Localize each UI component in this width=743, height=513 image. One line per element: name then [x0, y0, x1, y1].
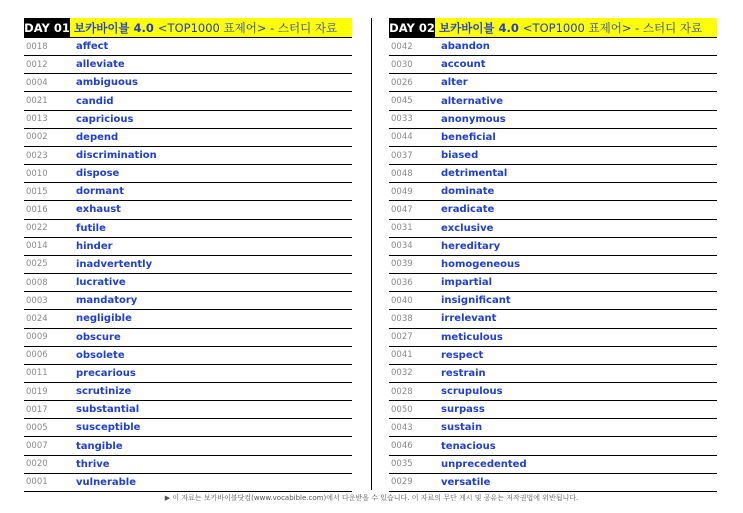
word-row: [24, 111, 352, 129]
vocab-word: eradicate: [441, 204, 495, 216]
vocab-word: dormant: [76, 186, 125, 198]
vocab-word: anonymous: [441, 113, 506, 125]
word-row: [24, 201, 352, 219]
word-row: [389, 274, 717, 292]
word-number: 0043: [391, 422, 413, 433]
day-01-panel: [24, 18, 352, 492]
word-row: [24, 183, 352, 201]
word-number: 0019: [26, 386, 48, 397]
word-row: [24, 456, 352, 474]
word-number: 0026: [391, 77, 413, 88]
word-row: [389, 38, 717, 56]
word-row: [389, 238, 717, 256]
vocab-word: exclusive: [441, 222, 494, 234]
word-row: [389, 437, 717, 455]
vocab-word: inadvertently: [76, 258, 153, 270]
word-row: [24, 437, 352, 455]
word-list: [24, 38, 352, 492]
word-number: 0039: [391, 259, 413, 270]
word-number: 0050: [391, 404, 413, 415]
word-number: 0023: [26, 150, 48, 161]
vocab-word: alternative: [441, 95, 504, 107]
word-number: 0004: [26, 77, 48, 88]
word-row: [389, 111, 717, 129]
vocab-word: depend: [76, 131, 119, 143]
vocab-word: affect: [76, 41, 109, 53]
vocab-word: dominate: [441, 186, 495, 198]
word-row: [389, 419, 717, 437]
word-row: [24, 74, 352, 92]
column-divider: [371, 18, 372, 490]
vocab-word: negligible: [76, 313, 132, 325]
word-row: [389, 310, 717, 328]
vocab-word: susceptible: [76, 422, 141, 434]
word-number: 0045: [391, 96, 413, 107]
word-number: 0028: [391, 386, 413, 397]
word-row: [389, 456, 717, 474]
word-number: 0008: [26, 277, 48, 288]
word-row: [389, 74, 717, 92]
word-row: [389, 347, 717, 365]
word-row: [24, 383, 352, 401]
brand-title: 보카바이블 4.0: [439, 20, 519, 35]
word-row: [389, 129, 717, 147]
word-row: [389, 383, 717, 401]
word-number: 0018: [26, 41, 48, 52]
vocab-word: surpass: [441, 404, 485, 416]
copyright-footer: ▶ 이 자료는 보카바이블닷컴(www.vocabible.com)에서 다운받을 수 있습니다. 이 자료의 무단 게시 및 공유는 저작권법에 위반됩니다.: [164, 494, 579, 502]
word-row: [24, 238, 352, 256]
word-number: 0036: [391, 277, 413, 288]
word-number: 0021: [26, 96, 48, 107]
vocab-word: insignificant: [441, 295, 511, 307]
vocab-word: detrimental: [441, 168, 508, 180]
vocab-word: exhaust: [76, 204, 121, 216]
word-number: 0013: [26, 114, 48, 125]
word-row: [24, 129, 352, 147]
vocab-word: restrain: [441, 367, 486, 379]
word-number: 0027: [391, 332, 413, 343]
vocab-word: candid: [76, 95, 114, 107]
vocab-word: obsolete: [76, 349, 125, 361]
vocab-word: biased: [441, 150, 479, 162]
vocab-word: hinder: [76, 240, 113, 252]
word-row: [24, 310, 352, 328]
vocab-word: impartial: [441, 277, 493, 289]
word-row: [24, 56, 352, 74]
vocab-word: account: [441, 59, 486, 71]
panel-header: [24, 18, 352, 37]
brand-title: 보카바이블 4.0: [74, 20, 154, 35]
word-row: [389, 220, 717, 238]
word-number: 0012: [26, 59, 48, 70]
vocab-word: respect: [441, 349, 484, 361]
vocab-word: futile: [76, 222, 106, 234]
word-number: 0011: [26, 368, 48, 379]
word-number: 0033: [391, 114, 413, 125]
vocab-word: vulnerable: [76, 476, 137, 488]
vocab-word: irrelevant: [441, 313, 497, 325]
vocab-word: substantial: [76, 404, 140, 416]
vocab-word: alleviate: [76, 59, 125, 71]
vocab-word: mandatory: [76, 295, 138, 307]
word-number: 0022: [26, 223, 48, 234]
word-number: 0005: [26, 422, 48, 433]
vocab-word: homogeneous: [441, 258, 521, 270]
word-number: 0009: [26, 332, 48, 343]
word-number: 0048: [391, 168, 413, 179]
word-row: [24, 365, 352, 383]
vocab-word: discrimination: [76, 150, 157, 162]
vocab-word: ambiguous: [76, 77, 138, 89]
word-row: [389, 165, 717, 183]
word-row: [24, 292, 352, 310]
vocab-word: scrutinize: [76, 386, 132, 398]
word-number: 0017: [26, 404, 48, 415]
word-row: [389, 256, 717, 274]
vocab-word: abandon: [441, 41, 490, 53]
word-number: 0038: [391, 313, 413, 324]
day-02-panel: [389, 18, 717, 492]
word-number: 0032: [391, 368, 413, 379]
day-badge: DAY 02: [389, 18, 435, 37]
word-row: [24, 274, 352, 292]
word-number: 0002: [26, 132, 48, 143]
vocab-word: dispose: [76, 168, 120, 180]
word-row: [389, 56, 717, 74]
word-number: 0024: [26, 313, 48, 324]
word-row: [24, 256, 352, 274]
word-number: 0047: [391, 204, 413, 215]
vocab-word: tenacious: [441, 440, 496, 452]
subtitle: <TOP1000 표제어> - 스터디 자료: [522, 20, 703, 35]
title-bar: [70, 18, 352, 37]
word-row: [24, 38, 352, 56]
word-number: 0010: [26, 168, 48, 179]
word-number: 0044: [391, 132, 413, 143]
panel-header: [389, 18, 717, 37]
word-number: 0016: [26, 204, 48, 215]
word-number: 0031: [391, 223, 413, 234]
vocab-word: unprecedented: [441, 458, 527, 470]
word-list: [389, 38, 717, 492]
word-row: [389, 92, 717, 110]
word-row: [389, 147, 717, 165]
word-row: [24, 401, 352, 419]
word-number: 0042: [391, 41, 413, 52]
word-number: 0035: [391, 459, 413, 470]
word-number: 0001: [26, 477, 48, 488]
word-row: [24, 419, 352, 437]
word-number: 0020: [26, 459, 48, 470]
vocab-word: alter: [441, 77, 468, 89]
word-number: 0041: [391, 350, 413, 361]
word-row: [389, 365, 717, 383]
word-row: [389, 329, 717, 347]
vocab-word: precarious: [76, 367, 136, 379]
word-number: 0025: [26, 259, 48, 270]
word-number: 0014: [26, 241, 48, 252]
word-row: [389, 201, 717, 219]
word-number: 0007: [26, 441, 48, 452]
word-row: [24, 147, 352, 165]
word-row: [389, 292, 717, 310]
vocab-word: tangible: [76, 440, 123, 452]
vocab-word: lucrative: [76, 277, 126, 289]
vocab-word: versatile: [441, 476, 491, 488]
vocab-word: meticulous: [441, 331, 503, 343]
word-row: [24, 329, 352, 347]
word-number: 0006: [26, 350, 48, 361]
word-number: 0034: [391, 241, 413, 252]
word-row: [24, 347, 352, 365]
word-number: 0015: [26, 186, 48, 197]
word-number: 0040: [391, 295, 413, 306]
vocab-word: sustain: [441, 422, 483, 434]
word-number: 0037: [391, 150, 413, 161]
vocab-word: scrupulous: [441, 386, 503, 398]
vocab-word: hereditary: [441, 240, 501, 252]
day-badge: DAY 01: [24, 18, 70, 37]
vocab-word: beneficial: [441, 131, 496, 143]
word-number: 0049: [391, 186, 413, 197]
word-number: 0003: [26, 295, 48, 306]
word-row: [24, 165, 352, 183]
word-row: [24, 220, 352, 238]
vocab-word: obscure: [76, 331, 121, 343]
word-row: [24, 92, 352, 110]
word-row: [389, 183, 717, 201]
word-row: [389, 401, 717, 419]
vocab-word: thrive: [76, 458, 110, 470]
word-row: [24, 474, 352, 492]
vocab-word: capricious: [76, 113, 134, 125]
subtitle: <TOP1000 표제어> - 스터디 자료: [157, 20, 338, 35]
word-number: 0030: [391, 59, 413, 70]
word-number: 0029: [391, 477, 413, 488]
word-row: [389, 474, 717, 492]
word-number: 0046: [391, 441, 413, 452]
title-bar: [435, 18, 717, 37]
